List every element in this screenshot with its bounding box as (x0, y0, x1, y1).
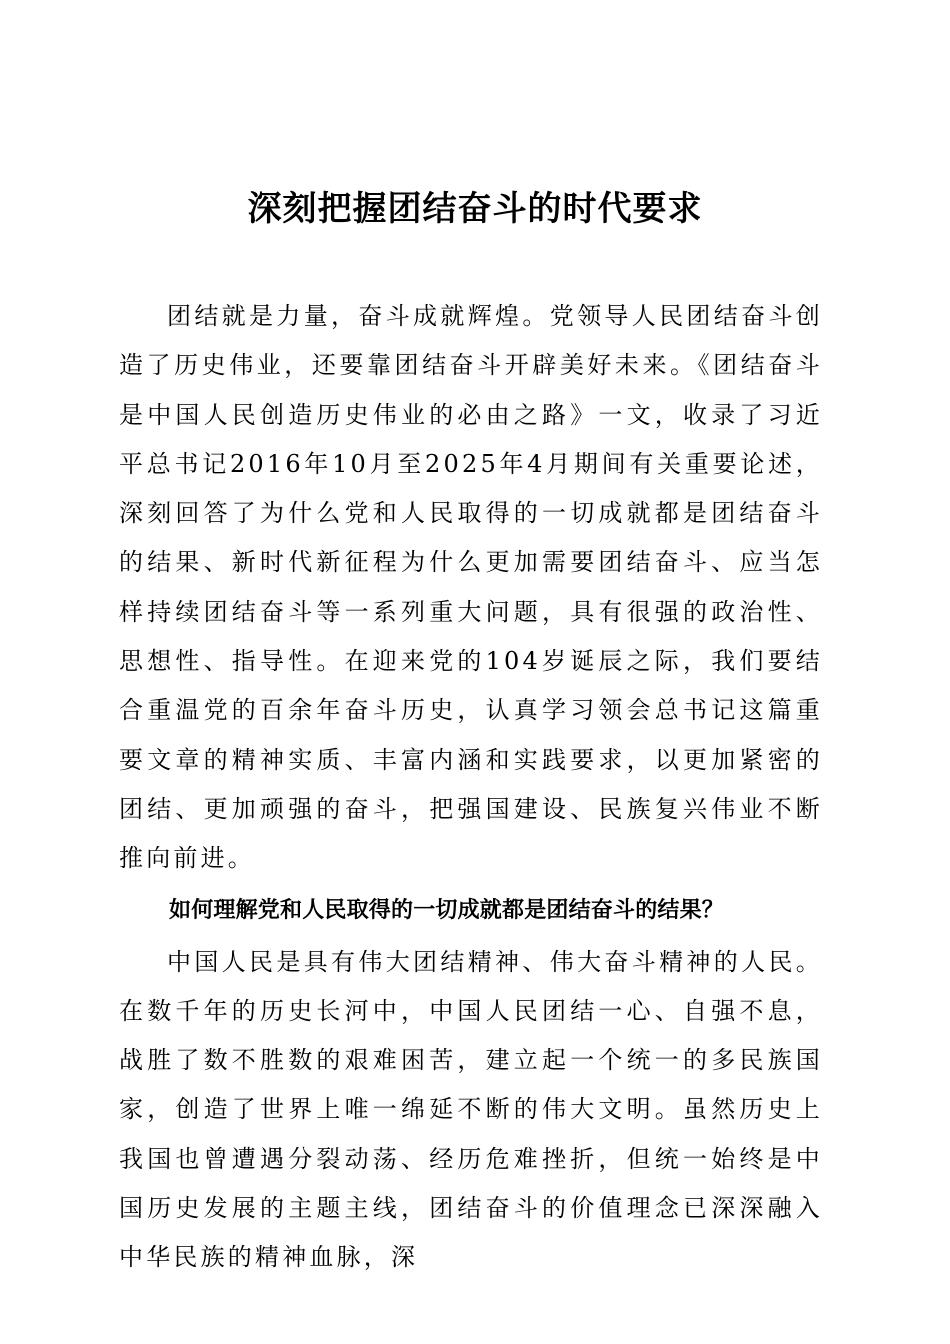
section-paragraph: 中国人民是具有伟大团结精神、伟大奋斗精神的人民。在数千年的历史长河中，中国人民团结一心、自强不息，战胜了数不胜数的艰难困苦，建立起一个统一的多民族国家，创造了世界上唯一绵延不断的伟大文明。虽然历史上我国也曾遭遇分裂动荡、经历危难挫折，但统一始终是中国历史发展的主题主线，团结奋斗的价值理念已深深融入中华民族的精神血脉，深 (119, 947, 823, 1272)
document-title: 深刻把握团结奋斗的时代要求 (247, 189, 703, 229)
document-body (119, 292, 823, 1283)
section-heading: 如何理解党和人民取得的一切成就都是团结奋斗的结果？ (169, 897, 725, 923)
intro-paragraph: 团结就是力量，奋斗成就辉煌。党领导人民团结奋斗创造了历史伟业，还要靠团结奋斗开辟美好未来。《团结奋斗是中国人民创造历史伟业的必由之路》一文，收录了习近平总书记2016年10月至2025年4月期间有关重要论述，深刻回答了为什么党和人民取得的一切成就都是团结奋斗的结果、新时代新征程为什么更加需要团结奋斗、应当怎样持续团结奋斗等一系列重大问题，具有很强的政治性、思想性、指导性。在迎来党的104岁诞辰之际，我们要结合重温党的百余年奋斗历史，认真学习领会总书记这篇重要文章的精神实质、丰富内涵和实践要求，以更加紧密的团结、更加顽强的奋斗，把强国建设、民族复兴伟业不断推向前进。 (119, 302, 823, 873)
